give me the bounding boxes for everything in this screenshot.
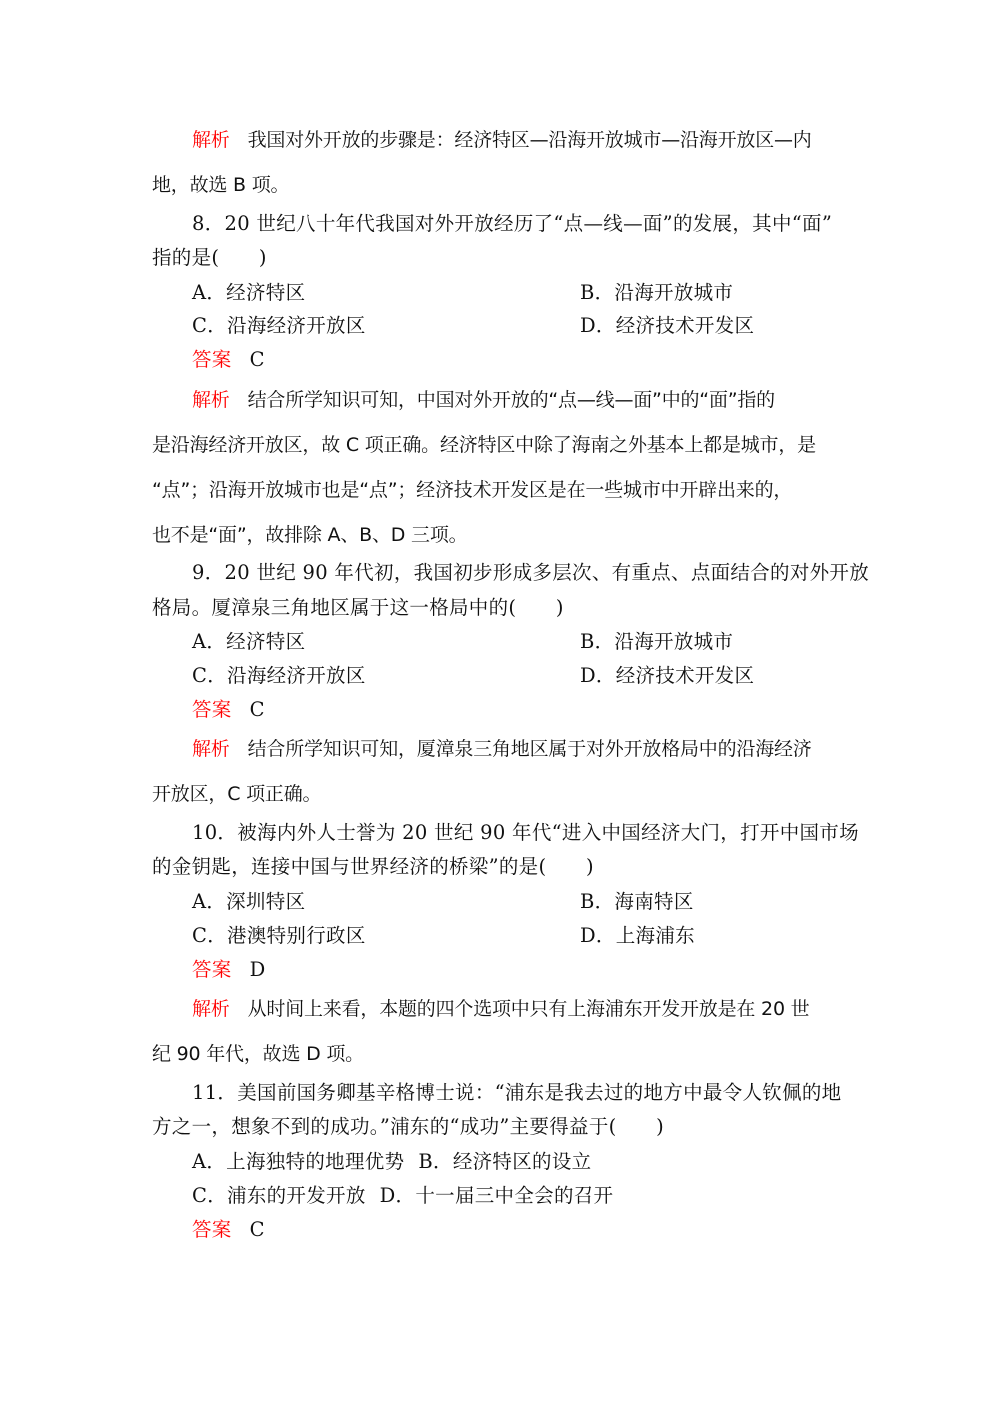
q7-analysis-line-2: 地，故选 B 项。 bbox=[152, 174, 290, 196]
q11-options-row-2 bbox=[192, 1184, 613, 1208]
q9-answer-value: C bbox=[249, 698, 265, 721]
q8-option-c: C．沿海经济开放区 bbox=[192, 314, 366, 337]
q11-option-d: D．十一届三中全会的召开 bbox=[379, 1184, 614, 1207]
q11-answer bbox=[192, 1218, 265, 1242]
q10-option-c: C．港澳特别行政区 bbox=[192, 924, 366, 947]
q10-options-row-1 bbox=[192, 890, 694, 914]
q10-answer-value: D bbox=[249, 958, 266, 981]
q8-analysis-line-3: “点”；沿海开放城市也是“点”；经济技术开发区是在一些城市中开辟出来的， bbox=[152, 479, 793, 501]
q9-option-c: C．沿海经济开放区 bbox=[192, 664, 366, 687]
q10-option-a: A．深圳特区 bbox=[192, 890, 306, 913]
q8-stem-line-1: 8．20 世纪八十年代我国对外开放经历了“点—线—面”的发展，其中“面” bbox=[192, 212, 833, 235]
q8-option-a: A．经济特区 bbox=[192, 281, 306, 304]
analysis-label: 解析 bbox=[192, 738, 230, 760]
q8-analysis-line-2: 是沿海经济开放区，故 C 项正确。经济特区中除了海南之外基本上都是城市，是 bbox=[152, 434, 816, 456]
q9-option-d: D．经济技术开发区 bbox=[580, 664, 755, 687]
answer-label: 答案 bbox=[192, 698, 232, 721]
q8-stem-line-2: 指的是( ) bbox=[152, 246, 267, 269]
q10-option-d: D．上海浦东 bbox=[580, 924, 695, 947]
answer-label: 答案 bbox=[192, 1218, 232, 1241]
q8-options-row-2 bbox=[192, 314, 755, 338]
q8-option-b: B．沿海开放城市 bbox=[580, 281, 734, 304]
q9-option-b: B．沿海开放城市 bbox=[580, 630, 734, 653]
q9-answer bbox=[192, 698, 265, 722]
q8-answer bbox=[192, 348, 265, 372]
q10-stem-line-2: 的金钥匙，连接中国与世界经济的桥梁”的是( ) bbox=[152, 855, 594, 878]
q9-option-a: A．经济特区 bbox=[192, 630, 306, 653]
q11-option-a: A．上海独特的地理优势 bbox=[192, 1150, 405, 1173]
q7-analysis-line-1: 解析 我国对外开放的步骤是：经济特区—沿海开放城市—沿海开放区—内 bbox=[192, 129, 812, 151]
q11-stem-line-2: 方之一，想象不到的成功。”浦东的“成功”主要得益于( ) bbox=[152, 1115, 665, 1138]
q10-option-b: B．海南特区 bbox=[580, 890, 694, 913]
q10-options-row-2 bbox=[192, 924, 695, 948]
q11-stem-line-1: 11．美国前国务卿基辛格博士说：“浦东是我去过的地方中最令人钦佩的地 bbox=[192, 1081, 842, 1104]
q10-stem-line-1: 10．被海内外人士誉为 20 世纪 90 年代“进入中国经济大门，打开中国市场 bbox=[192, 821, 859, 844]
q11-option-c: C．浦东的开发开放 bbox=[192, 1184, 366, 1207]
analysis-label: 解析 bbox=[192, 389, 230, 411]
q10-answer bbox=[192, 958, 266, 982]
q8-answer-value: C bbox=[249, 348, 265, 371]
q9-analysis-line-2: 开放区，C 项正确。 bbox=[152, 783, 322, 805]
q8-option-d: D．经济技术开发区 bbox=[580, 314, 755, 337]
q10-analysis-line-2: 纪 90 年代，故选 D 项。 bbox=[152, 1043, 364, 1065]
q10-analysis-line-1: 解析 从时间上来看，本题的四个选项中只有上海浦东开发开放是在 20 世 bbox=[192, 998, 810, 1020]
q9-stem-line-1: 9．20 世纪 90 年代初，我国初步形成多层次、有重点、点面结合的对外开放 bbox=[192, 561, 870, 584]
q8-options-row-1 bbox=[192, 281, 734, 305]
q9-stem-line-2: 格局。厦漳泉三角地区属于这一格局中的( ) bbox=[152, 596, 564, 619]
analysis-label: 解析 bbox=[192, 129, 230, 151]
q9-analysis-line-1: 解析 结合所学知识可知，厦漳泉三角地区属于对外开放格局中的沿海经济 bbox=[192, 738, 812, 760]
q9-options-row-1 bbox=[192, 630, 734, 654]
q11-option-b: B．经济特区的设立 bbox=[418, 1150, 592, 1173]
answer-label: 答案 bbox=[192, 348, 232, 371]
q11-options-row-1 bbox=[192, 1150, 591, 1174]
q8-analysis-line-1: 解析 结合所学知识可知，中国对外开放的“点—线—面”中的“面”指的 bbox=[192, 389, 775, 411]
q8-analysis-line-4: 也不是“面”，故排除 A、B、D 三项。 bbox=[152, 524, 468, 546]
q9-options-row-2 bbox=[192, 664, 755, 688]
analysis-label: 解析 bbox=[192, 998, 230, 1020]
answer-label: 答案 bbox=[192, 958, 232, 981]
q11-answer-value: C bbox=[249, 1218, 265, 1241]
